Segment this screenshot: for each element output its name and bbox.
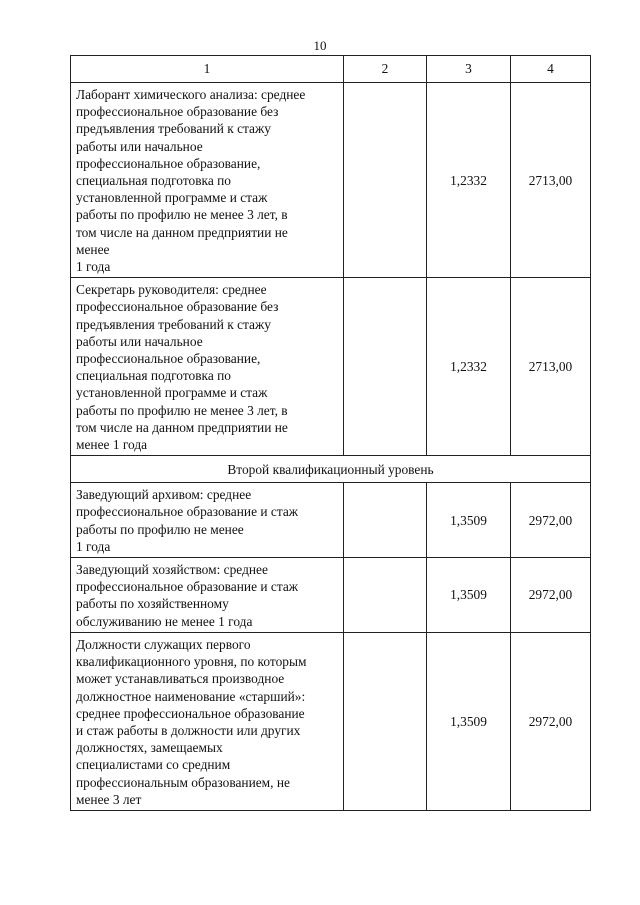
coefficient-cell: 1,2332: [427, 83, 511, 278]
table-header-row: [71, 56, 591, 83]
position-description: Секретарь руководителя: среднее профессиональное образование без предъявления требований к стажу работы или начальное профессиональное образование, специальная подготовка по установленной программе и стаж работы по профилю не менее 3 лет, в том числе на данном предприятии не менее 1 года: [71, 278, 344, 456]
coefficient-cell: 1,3509: [427, 632, 511, 810]
column-2-cell: [344, 558, 427, 633]
page-number: 10: [313, 38, 327, 53]
table-row: [71, 83, 591, 278]
qualification-table: [70, 55, 591, 811]
table-row: [71, 558, 591, 633]
column-2-cell: [344, 632, 427, 810]
column-header-3: 3: [427, 56, 511, 83]
position-description: Должности служащих первого квалификационного уровня, по которым может устанавливаться производное должностное наименование «старший»: среднее профессиональное образование и стаж работы в должности или других должностях, замещаемых специалистами со средним профессиональным образованием, не менее 3 лет: [71, 632, 344, 810]
coefficient-cell: 1,3509: [427, 483, 511, 558]
section-heading-row: [71, 456, 591, 483]
salary-cell: 2713,00: [511, 278, 591, 456]
column-2-cell: [344, 83, 427, 278]
salary-cell: 2713,00: [511, 83, 591, 278]
column-2-cell: [344, 483, 427, 558]
salary-cell: 2972,00: [511, 632, 591, 810]
position-description: Заведующий хозяйством: среднее профессиональное образование и стаж работы по хозяйственному обслуживанию не менее 1 года: [71, 558, 344, 633]
salary-cell: 2972,00: [511, 483, 591, 558]
column-header-2: 2: [344, 56, 427, 83]
position-description: Заведующий архивом: среднее профессиональное образование и стаж работы по профилю не менее 1 года: [71, 483, 344, 558]
column-header-1: 1: [71, 56, 344, 83]
table-row: [71, 632, 591, 810]
qualification-level-heading: Второй квалификационный уровень: [71, 456, 591, 483]
table-row: [71, 483, 591, 558]
column-header-4: 4: [511, 56, 591, 83]
salary-cell: 2972,00: [511, 558, 591, 633]
table-row: [71, 278, 591, 456]
coefficient-cell: 1,3509: [427, 558, 511, 633]
position-description: Лаборант химического анализа: среднее профессиональное образование без предъявления требований к стажу работы или начальное профессиональное образование, специальная подготовка по установленной программе и стаж работы по профилю не менее 3 лет, в том числе на данном предприятии не менее 1 года: [71, 83, 344, 278]
coefficient-cell: 1,2332: [427, 278, 511, 456]
column-2-cell: [344, 278, 427, 456]
